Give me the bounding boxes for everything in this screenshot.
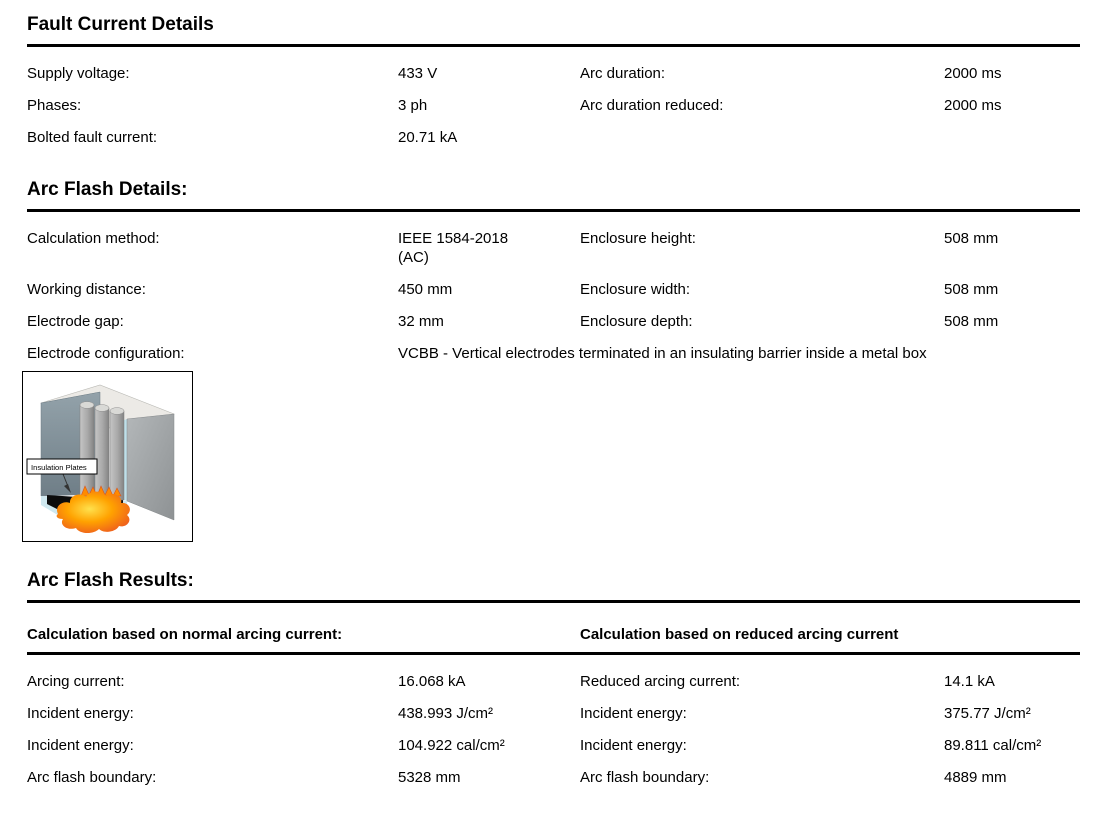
enclosure-right-wall (127, 414, 174, 520)
calculation-method-value: IEEE 1584-2018 (AC) (398, 229, 509, 266)
working-distance-label: Working distance: (27, 280, 146, 298)
arc-flash-details-section (27, 179, 1080, 542)
enclosure-width-label: Enclosure width: (580, 280, 691, 298)
enclosure-width-value: 508 mm (944, 280, 999, 298)
vcbb-enclosure-illustration (23, 372, 192, 541)
incident-energy-cal-value: 104.922 cal/cm² (398, 736, 505, 754)
arc-flash-results-table (27, 665, 1080, 793)
supply-voltage-label: Supply voltage: (27, 64, 130, 82)
fault-current-title: Fault Current Details (27, 14, 214, 35)
results-subheaders (27, 625, 1080, 644)
arc-flash-results-section (27, 570, 1080, 793)
reduced-incident-energy-j-label: Incident energy: (580, 704, 687, 722)
insulation-plates-label: Insulation Plates (31, 463, 87, 472)
arc-flash-results-title: Arc Flash Results: (27, 570, 194, 591)
calculation-method-label: Calculation method: (27, 229, 160, 247)
supply-voltage-value: 433 V (398, 64, 438, 82)
reduced-arcing-current-label: Reduced arcing current: (580, 672, 741, 690)
section-divider (27, 209, 1080, 212)
incident-energy-cal-label: Incident energy: (27, 736, 134, 754)
arcing-current-label: Arcing current: (27, 672, 125, 690)
reduced-incident-energy-j-value: 375.77 J/cm² (944, 704, 1031, 722)
phases-label: Phases: (27, 96, 82, 114)
arc-flash-boundary-value: 5328 mm (398, 768, 461, 786)
enclosure-height-value: 508 mm (944, 229, 999, 247)
arc-duration-label: Arc duration: (580, 64, 666, 82)
electrode-configuration-label: Electrode configuration: (27, 344, 185, 362)
reduced-incident-energy-cal-label: Incident energy: (580, 736, 687, 754)
electrode-gap-value: 32 mm (398, 312, 444, 330)
electrode-gap-label: Electrode gap: (27, 312, 124, 330)
reduced-arc-flash-boundary-label: Arc flash boundary: (580, 768, 710, 786)
incident-energy-j-label: Incident energy: (27, 704, 134, 722)
electrodes (80, 402, 124, 500)
electrode-configuration-figure (22, 371, 193, 542)
reduced-arcing-subtitle: Calculation based on reduced arcing current (580, 626, 899, 643)
arc-duration-reduced-label: Arc duration reduced: (580, 96, 724, 114)
section-divider (27, 44, 1080, 47)
electrode-configuration-value: VCBB - Vertical electrodes terminated in an insulating barrier inside a metal box (398, 344, 927, 362)
arc-flash-details-title: Arc Flash Details: (27, 179, 188, 200)
arc-flash-details-table (27, 222, 1080, 369)
arcing-current-value: 16.068 kA (398, 672, 466, 690)
fault-current-section (27, 14, 1080, 153)
enclosure-height-label: Enclosure height: (580, 229, 696, 247)
enclosure-depth-label: Enclosure depth: (580, 312, 693, 330)
arc-flash-boundary-label: Arc flash boundary: (27, 768, 157, 786)
working-distance-value: 450 mm (398, 280, 453, 298)
bolted-fault-current-label: Bolted fault current: (27, 128, 158, 146)
arc-duration-value: 2000 ms (944, 64, 1002, 82)
phases-value: 3 ph (398, 96, 428, 114)
reduced-arcing-current-value: 14.1 kA (944, 672, 995, 690)
normal-arcing-subtitle: Calculation based on normal arcing current: (27, 626, 343, 643)
section-divider (27, 600, 1080, 603)
results-divider (27, 652, 1080, 655)
arc-duration-reduced-value: 2000 ms (944, 96, 1002, 114)
enclosure-depth-value: 508 mm (944, 312, 999, 330)
bolted-fault-current-value: 20.71 kA (398, 128, 458, 146)
reduced-incident-energy-cal-value: 89.811 cal/cm² (944, 736, 1042, 754)
reduced-arc-flash-boundary-value: 4889 mm (944, 768, 1007, 786)
fault-current-table (27, 57, 1080, 153)
incident-energy-j-value: 438.993 J/cm² (398, 704, 494, 722)
